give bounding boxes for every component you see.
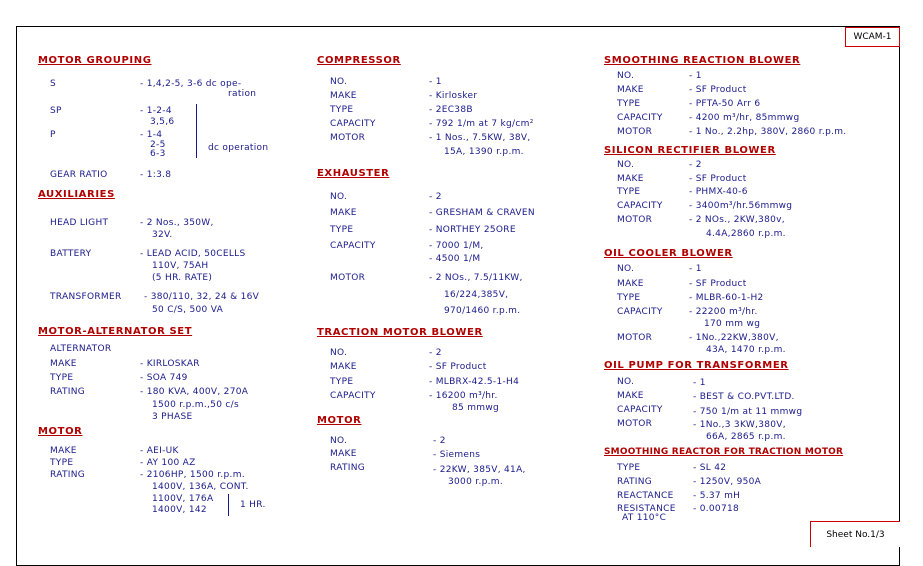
value: - 1250V, 950A [693,477,762,487]
value: 3,5,6 [150,117,175,127]
value: ration [228,89,257,99]
label: HEAD LIGHT [50,218,109,228]
value: 3000 r.p.m. [448,477,504,487]
value: - BEST & CO.PVT.LTD. [693,392,795,402]
value: - 1 [689,264,702,274]
value: - 1 [693,378,706,388]
label: TYPE [617,187,641,197]
label: MAKE [50,359,77,369]
value: - NORTHEY 25ORE [429,225,516,235]
label: NO. [330,348,348,358]
label: RATING [50,470,86,480]
label: GEAR RATIO [50,170,108,180]
section-title: SMOOTHING REACTOR FOR TRACTION MOTOR [604,447,844,457]
value: 2-5 [150,140,166,150]
label: MOTOR [330,133,366,143]
label: CAPACITY [617,201,663,211]
label: TYPE [50,373,74,383]
value: 1 HR. [240,500,266,510]
value: 43A, 1470 r.p.m. [706,345,786,355]
value: - 2 [429,348,442,358]
label: NO. [617,264,635,274]
label: NO. [617,71,635,81]
value: - PFTA-50 Arr 6 [689,99,761,109]
value: - 2 [429,192,442,202]
brace [196,104,197,158]
value: 1400V, 136A, CONT. [152,482,249,492]
section-title: OIL PUMP FOR TRANSFORMER [604,360,789,371]
label: NO. [330,436,348,446]
label: REACTANCE [617,491,674,501]
value: - Siemens [433,450,481,460]
value: - SOA 749 [140,373,188,383]
value: - 0.00718 [693,504,740,514]
value: 1400V, 142 [152,505,207,515]
label: MOTOR [617,333,653,343]
value: 110V, 75AH [152,261,209,271]
section-title: MOTOR [38,426,83,437]
label: BATTERY [50,249,92,259]
value: - 1:3.8 [140,170,172,180]
label: CAPACITY [617,307,663,317]
label: TYPE [617,293,641,303]
label: TYPE [50,458,74,468]
label: TYPE [617,99,641,109]
section-title: AUXILIARIES [38,189,115,200]
section-title: SMOOTHING REACTION BLOWER [604,55,801,66]
value: - SF Product [689,85,747,95]
label: MOTOR [617,215,653,225]
section-title: COMPRESSOR [317,55,401,66]
value: - PHMX-40-6 [689,187,748,197]
value: - 22KW, 385V, 41A, [433,465,526,475]
label: CAPACITY [330,241,376,251]
sheet-number: Sheet No.1/3 [810,521,900,547]
value: - 180 KVA, 400V, 270A [140,387,249,397]
value: - 3400m³/hr.56mmwg [689,201,793,211]
label: MOTOR [617,419,653,429]
label: CAPACITY [617,405,663,415]
label: TRANSFORMER [50,292,122,302]
label: MAKE [617,279,644,289]
label: MAKE [50,446,77,456]
value: 170 mm wg [704,319,761,329]
value: 15A, 1390 r.p.m. [444,147,524,157]
label: SP [50,106,62,116]
label: P [50,130,56,140]
value: - KIRLOSKAR [140,359,200,369]
label: MAKE [330,208,357,218]
label: S [50,79,57,89]
value: - 1-2-4 [140,106,172,116]
section-title: EXHAUSTER [317,168,390,179]
value: - 1No.,22KW,380V, [689,333,779,343]
value: - SL 42 [693,463,727,473]
value: - SF Product [429,362,487,372]
label: TYPE [330,225,354,235]
section-title: TRACTION MOTOR BLOWER [317,327,483,338]
value: - LEAD ACID, 50CELLS [140,249,246,259]
value: 16/224,385V, [444,290,509,300]
value: 50 C/S, 500 VA [152,305,224,315]
value: - 1No.,3 3KW,380V, [693,420,786,430]
value: - 2106HP, 1500 r.p.m. [140,470,245,480]
label: MAKE [330,91,357,101]
label: RATING [617,477,653,487]
value: 66A, 2865 r.p.m. [706,432,786,442]
label: RATING [330,463,366,473]
value: 85 mmwg [452,403,500,413]
label: MAKE [617,391,644,401]
label: MAKE [330,449,357,459]
value: - 1 Nos., 7.5KW, 38V, [429,133,531,143]
drawing-tag: WCAM-1 [845,27,900,47]
label: NO. [617,377,635,387]
label: MAKE [617,174,644,184]
value: - 22200 m³/hr. [689,307,758,317]
value: - GRESHAM & CRAVEN [429,208,535,218]
section-title: MOTOR [317,415,362,426]
value: - 792 1/m at 7 kg/cm² [429,119,534,129]
value: - 2 Nos., 350W, [140,218,214,228]
label: NO. [330,192,348,202]
brace [228,494,229,516]
value: - 2 NOs., 7.5/11KW, [429,273,523,283]
value: - 7000 1/M, [429,241,484,251]
label: NO. [617,160,635,170]
value: - AY 100 AZ [140,458,196,468]
label: MOTOR [617,127,653,137]
value: - MLBR-60-1-H2 [689,293,764,303]
section-title: MOTOR GROUPING [38,55,152,66]
value: - SF Product [689,279,747,289]
value: 6-3 [150,149,166,159]
value: - 380/110, 32, 24 & 16V [144,292,260,302]
label: MAKE [617,85,644,95]
label: TYPE [330,377,354,387]
value: - Kirlosker [429,91,478,101]
value: - 16200 m³/hr. [429,391,498,401]
label: MAKE [330,362,357,372]
value: 32V. [152,230,173,240]
value: (5 HR. RATE) [152,273,213,283]
value: - SF Product [689,174,747,184]
label: RESISTANCE [617,504,676,514]
label: TYPE [330,105,354,115]
value: - AEI-UK [140,446,179,456]
value: - 4500 1/M [429,254,481,264]
section-title: OIL COOLER BLOWER [604,248,733,259]
label: CAPACITY [617,113,663,123]
section-title: SILICON RECTIFIER BLOWER [604,145,776,156]
value: 1500 r.p.m.,50 c/s [152,400,239,410]
label: ALTERNATOR [50,344,112,354]
value: - 5.37 mH [693,491,741,501]
label: TYPE [617,463,641,473]
value: - 1 No., 2.2hp, 380V, 2860 r.p.m. [689,127,847,137]
value: - 1 [689,71,702,81]
section-title: MOTOR-ALTERNATOR SET [38,326,193,337]
value: - 2EC38B [429,105,473,115]
value: 1100V, 176A [152,494,214,504]
label: MOTOR [330,273,366,283]
value: - 2 [689,160,702,170]
value: - 750 1/m at 11 mmwg [693,407,803,417]
value: dc operation [208,143,269,153]
value: 970/1460 r.p.m. [444,306,521,316]
label: CAPACITY [330,391,376,401]
value: - 1 [429,77,442,87]
value: - 1-4 [140,130,163,140]
label: CAPACITY [330,119,376,129]
label: RATING [50,387,86,397]
value: - 2 NOs., 2KW,380v, [689,215,785,225]
value: 3 PHASE [152,412,193,422]
value: - 1,4,2-5, 3-6 dc ope- [140,79,242,89]
label: NO. [330,77,348,87]
value: - MLBRX-42.5-1-H4 [429,377,520,387]
value: - 4200 m³/hr, 85mmwg [689,113,800,123]
label: AT 110°C [622,513,667,523]
value: 4.4A,2860 r.p.m. [706,229,786,239]
value: - 2 [433,436,446,446]
